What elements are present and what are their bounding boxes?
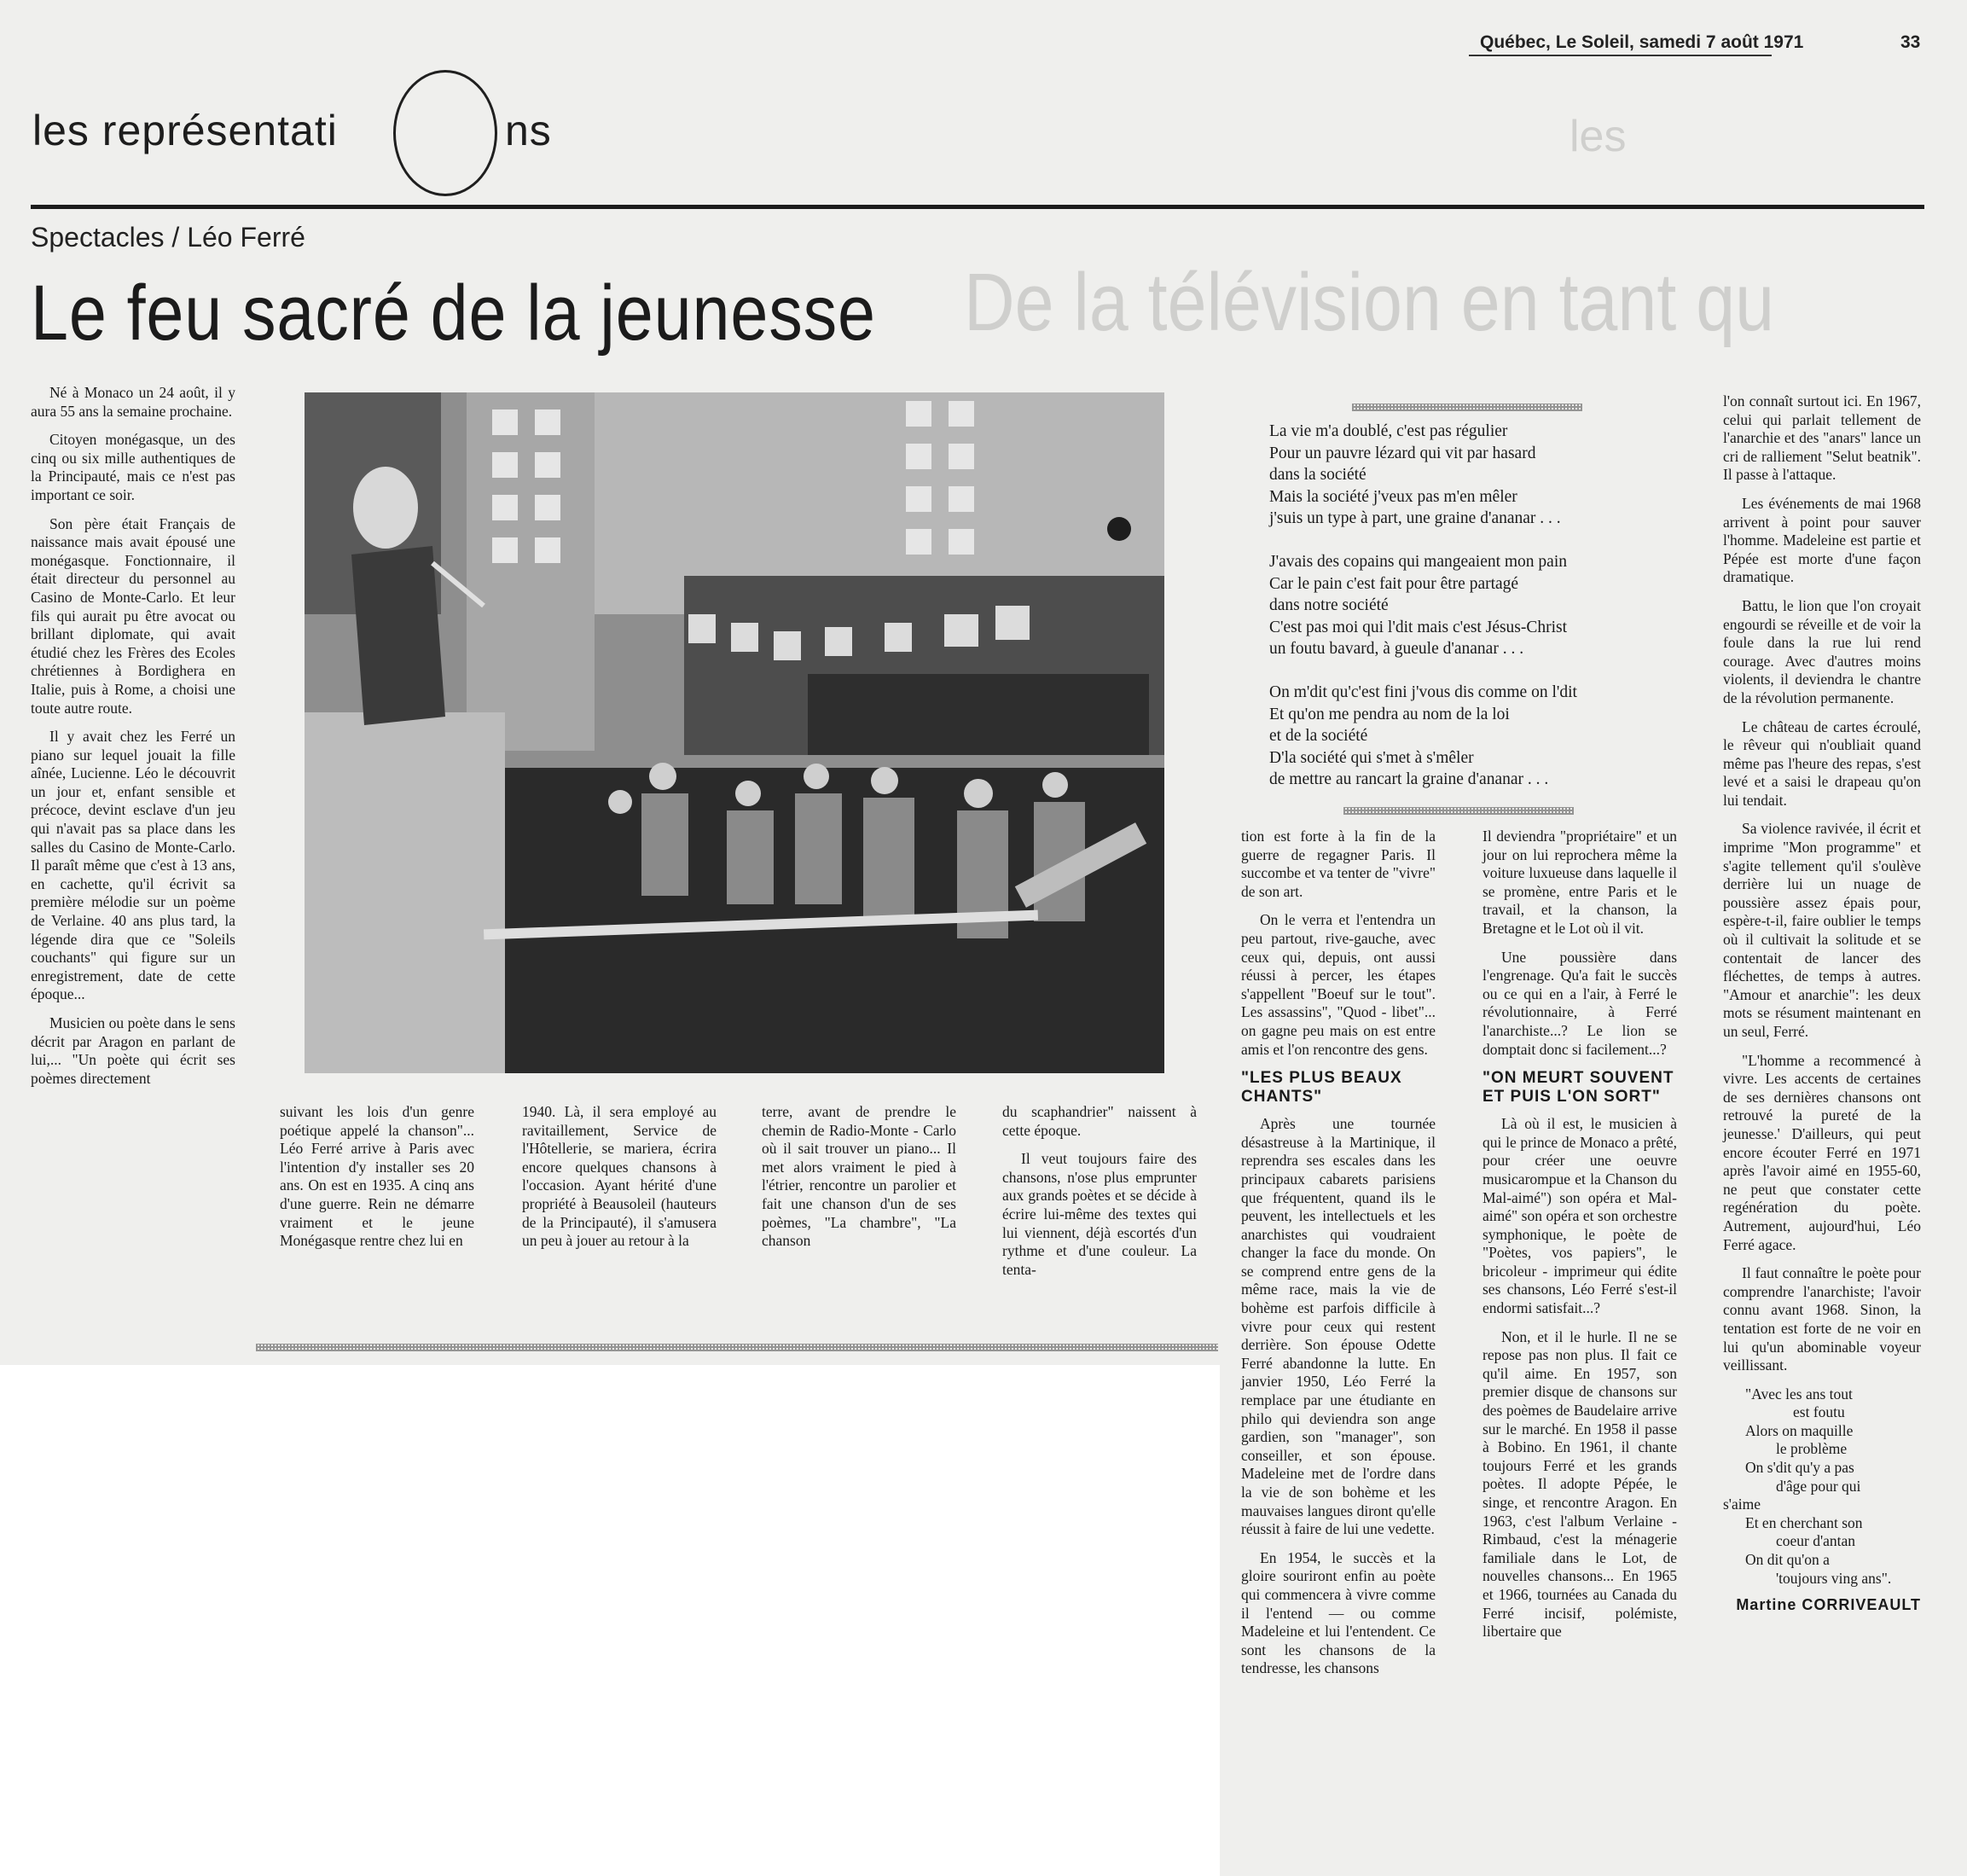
paragraph: Son père était Français de naissance mais avait épousé une monégasque. Fonctionnaire, il était directeur du personnel au Casino de Monte-Carlo. Et leur fils qui aurait pu être avocat ou brillant diplomate, qui avait étudié chez les Frères des Ecoles chrétiennes à Bordighera en Italie, puis à Rome, a choisi une toute autre route. [31,514,235,717]
column-3 [522,1103,717,1261]
closing-line: Alors on maquille [1745,1421,1854,1439]
bleed-through-headline: De la télévision en tant qu [964,257,1775,348]
section-title-right: ns [505,107,552,154]
photo-glass-booth [808,674,1149,755]
paragraph: suivant les lois d'un genre poétique appelé la chanson"... Léo Ferré arrive à Paris avec l'intention d'y installer ses 20 ans. On est en 1935. A cinq ans d'une guerre. Rein ne démarre vraiment et le jeune Monégasque rentre chez lui en [280,1103,474,1250]
column-6 [1241,828,1436,1688]
poem-line: C'est pas moi qui l'dit mais c'est Jésus-Christ [1269,618,1568,636]
paragraph: Là où il est, le musicien à qui le prince de Monaco a prêté, pour créer une oeuvre musicarompue et la Chanson du Mal-aimé") son opéra et Mal-aimé" son opéra et son orchestre symphonique, le poète de "Poètes, vos papiers", le bricoleur - imprimeur qui édite ses chansons, Léo Ferré s'est-il endormi satisfait...? [1483,1115,1677,1317]
poem-line: j'suis un type à part, une graine d'ananar . . . [1269,509,1561,528]
poem-excerpt [1269,421,1679,812]
section-rule [31,205,1924,209]
photo-conductor-body [351,546,445,725]
paragraph: Une poussière dans l'engrenage. Qu'a fait le succès ou ce qui en a l'air, à Ferré le révolutionnaire, à Ferré l'anarchiste...? Le lion se domptait donc si facilement...? [1483,948,1677,1058]
poem-stanza [1269,682,1679,791]
bleed-through-logo: les [1570,112,1627,161]
poem-bottom-rule [1343,807,1574,815]
paragraph: terre, avant de prendre le chemin de Radio-Monte - Carlo où il sait trouver un piano... Il met alors vraiment le pied à l'étrier, rencontre un parolier et fait une chanson d'un de ses poèmes, "La chambre", "La chanson [762,1103,956,1250]
poem-line: Car le pain c'est fait pour être partagé [1269,574,1519,593]
paragraph: Non, et il le hurle. Il ne se repose pas non plus. Il fait ce qu'il aime. En 1957, son premier disque de chansons sur des poèmes de Baudelaire arrive sur le marché. En 1958 il passe à Bobino. En 1961, il chante toujours Ferré et les grands poètes. Il adopte Pépée, le singe, et rencontre Aragon. En 1963, c'est l'album Verlaine - Rimbaud, c'est la ménagerie familiale dans le Lot, de nouvelles chansons... En 1965 et 1966, tournées au Canada du Ferré incisif, polémiste, libertaire que [1483,1327,1677,1641]
poem-line: Mais la société j'veux pas m'en mêler [1269,487,1517,506]
orchestra-photo [305,392,1164,1073]
page-number: 33 [1900,32,1921,52]
poem-line: J'avais des copains qui mangeaient mon pain [1269,552,1568,571]
poem-line: un foutu bavard, à gueule d'ananar . . . [1269,640,1524,659]
poem-line: dans notre société [1269,596,1389,615]
paragraph: Il veut toujours faire des chansons, n'ose plus emprunter aux grands poètes et se décide à écrire lui-même des textes qui lui viennent, déjà escortés d'un rythme et d'une couleur. La tenta- [1002,1150,1197,1278]
column-5 [1002,1103,1197,1289]
section-title-left: les représentati [32,107,338,154]
paragraph: 1940. Là, il sera employé au ravitaillement, Service de l'Hôtellerie, se mariera, écrira encore quelques chansons à l'occasion. Ayant hérité d'une propriété à Beausoleil (hauteurs de la Principauté), il s'amusera un peu à jouer au retour à la [522,1103,717,1250]
poem-line: On m'dit qu'c'est fini j'vous dis comme on l'dit [1269,682,1577,701]
poem-stanza [1269,421,1679,530]
paragraph: Il deviendra "propriétaire" et un jour on lui reprochera même la voiture luxueuse dans laquelle il se promène, entre Paris et le travail, et la chanson, la Bretagne et le Lot où il vit. [1483,828,1677,937]
paragraph: Musicien ou poète dans le sens décrit par Aragon en parlant de lui,... "Un poète qui écrit ses poèmes directement [31,1014,235,1087]
byline: Martine CORRIVEAULT [1736,1596,1921,1614]
poem-top-rule [1352,404,1582,411]
poem-line: et de la société [1269,727,1368,746]
paragraph: Battu, le lion que l'on croyait engourdi se réveille et de voir la foule dans la rue lui rend courage. Avec d'autres moins violents, il deviendra le chantre de la révolution permanente. [1723,596,1921,706]
paragraph: On le verra et l'entendra un peu partout, rive-gauche, avec ceux qui, depuis, ont aussi réussi à percer, les étapes s'appellent "Boeuf sur le tout". Les assassins", "Quod - libet"... on gagne peu mais on est entre amis et l'on rencontre des gens. [1241,911,1436,1058]
column-7 [1483,828,1677,1652]
section-circle-icon [393,70,497,196]
date-line: Québec, Le Soleil, samedi 7 août 1971 [1480,32,1804,52]
closing-quote [1723,1385,1921,1589]
paragraph: Citoyen monégasque, un des cinq ou six mille authentiques de la Principauté, mais ce n'est pas important ce soir. [31,431,235,503]
paragraph: Sa violence ravivée, il écrit et imprime "Mon programme" et s'agite tellement qu'il s'oulève derrière lui un nuage de poussière assez épais pour, espère-t-il, faire oublier le temps où il cultivait la solitude et se contentait de lancer des fléchettes, de temps à autres. "Amour et anarchie": les deux mots se résument maintenant en un seul, Ferré. [1723,820,1921,1040]
photo-conductor-head [353,467,418,549]
paragraph: tion est forte à la fin de la guerre de regagner Paris. Il succombe et va tenter de "vivre" de son art. [1241,828,1436,900]
column-8 [1723,392,1921,1615]
closing-line: Et en cherchant son [1745,1513,1863,1531]
column-1 [31,384,235,1098]
column-2 [280,1103,474,1261]
closing-line: 'toujours ving ans". [1776,1569,1892,1587]
kicker: Spectacles / Léo Ferré [31,222,305,253]
poem-stanza [1269,551,1679,660]
headline: Le feu sacré de la jeunesse [31,270,876,357]
paragraph: Le château de cartes écroulé, le rêveur qui n'oubliait quand même pas l'heure des repas, s'est levé et a saisi le drapeau qu'on lui tendait. [1723,717,1921,809]
paragraph: Après une tournée désastreuse à la Martinique, il reprendra ses escales dans les principaux cabarets parisiens que fréquentent, quand ils le peuvent, les intellectuels et les anarchistes qui voudraient changer la face du monde. On se comprend entre gens de la même race, mais la vie de bohème est parfois difficile à vivre pour ceux qui restent derrière. Son épouse Odette Ferré abandonne la lutte. En janvier 1950, Léo Ferré la remplace par une étudiante en philo qui deviendra son ange gardien, son "manager", son conseiller, et son épouse. Madeleine met de l'ordre dans la vie de son bohème et les mauvaises langues diront qu'elle réussit à faire de lui une vedette. [1241,1115,1436,1538]
subheading: "ON MEURT SOUVENT ET PUIS L'ON SORT" [1483,1069,1674,1106]
paragraph: Les événements de mai 1968 arrivent à point pour sauver l'homme. Madeleine est partie et Pépée est morte d'une façon dramatique. [1723,494,1921,586]
poem-line: Et qu'on me pendra au nom de la loi [1269,705,1510,723]
subheading: "LES PLUS BEAUX CHANTS" [1241,1069,1402,1106]
closing-line: "Avec les ans tout [1745,1385,1853,1403]
closing-line: On s'dit qu'y a pas [1745,1459,1854,1477]
paragraph: Né à Monaco un 24 août, il y aura 55 ans la semaine prochaine. [31,384,235,420]
paragraph: Il faut connaître le poète pour comprendre l'anarchiste; l'avoir connu avant 1968. Sinon, la tentation est forte de ne voir en lui qu'un abominable voyeur veillissant. [1723,1264,1921,1374]
poem-line: La vie m'a doublé, c'est pas régulier [1269,422,1508,440]
poem-line: Pour un pauvre lézard qui vit par hasard [1269,444,1536,462]
poem-line: de mettre au rancart la graine d'ananar . . . [1269,770,1549,789]
closing-line: s'aime [1723,1496,1761,1513]
photo-lamp [1107,517,1131,541]
closing-line: est foutu [1793,1403,1845,1421]
bottom-dotted-rule [256,1344,1218,1351]
closing-line: d'âge pour qui [1776,1477,1861,1495]
paragraph: Il y avait chez les Ferré un piano sur lequel jouait la fille aînée, Lucienne. Léo le découvrit un jour et, enfant sensible et précoce, devint esclave d'un jeu qui n'avait pas sa place dans les salles du Casino de Monte-Carlo. Il paraît même que c'est à 13 ans, en cachette, qu'il écrivit sa première mélodie sur un poème de Verlaine. 40 ans plus tard, la légende dira que ce "Soleils couchants" qui figure sur un enregistrement, date de cette époque... [31,728,235,1003]
paragraph: En 1954, le succès et la gloire souriront enfin au poète qui commencera à vivre comme il l'entend — ou comme Madeleine et lui l'entendent. Ce sont les chansons de la tendresse, les chansons [1241,1548,1436,1677]
closing-line: On dit qu'on a [1745,1551,1830,1569]
closing-line: coeur d'antan [1776,1532,1856,1550]
column-4 [762,1103,956,1261]
photo-acoustic-panel-left [467,392,595,751]
poem-line: D'la société qui s'met à s'mêler [1269,748,1474,767]
poem-line: dans la société [1269,466,1366,485]
paragraph: du scaphandrier" naissent à cette époque. [1002,1103,1197,1139]
date-underline [1469,55,1772,56]
photo-podium [305,712,505,1073]
paragraph: "L'homme a recommencé à vivre. Les accents de certaines de ses dernières chansons ont retrouvé la pureté de la jeunesse.' D'ailleurs, qui peut encore écouter Ferré en 1971 après l'avoir aimé en 1955-60, ne peut que constater cette regénération du poète. Autrement, aujourd'hui, Léo Ferré agace. [1723,1051,1921,1253]
closing-line: le problème [1776,1440,1848,1458]
paragraph: l'on connaît surtout ici. En 1967, celui qui parlait tellement de l'anarchie et des "anars" lance un cri de ralliement "Selut beatnik". Il passe à l'attaque. [1723,392,1921,484]
